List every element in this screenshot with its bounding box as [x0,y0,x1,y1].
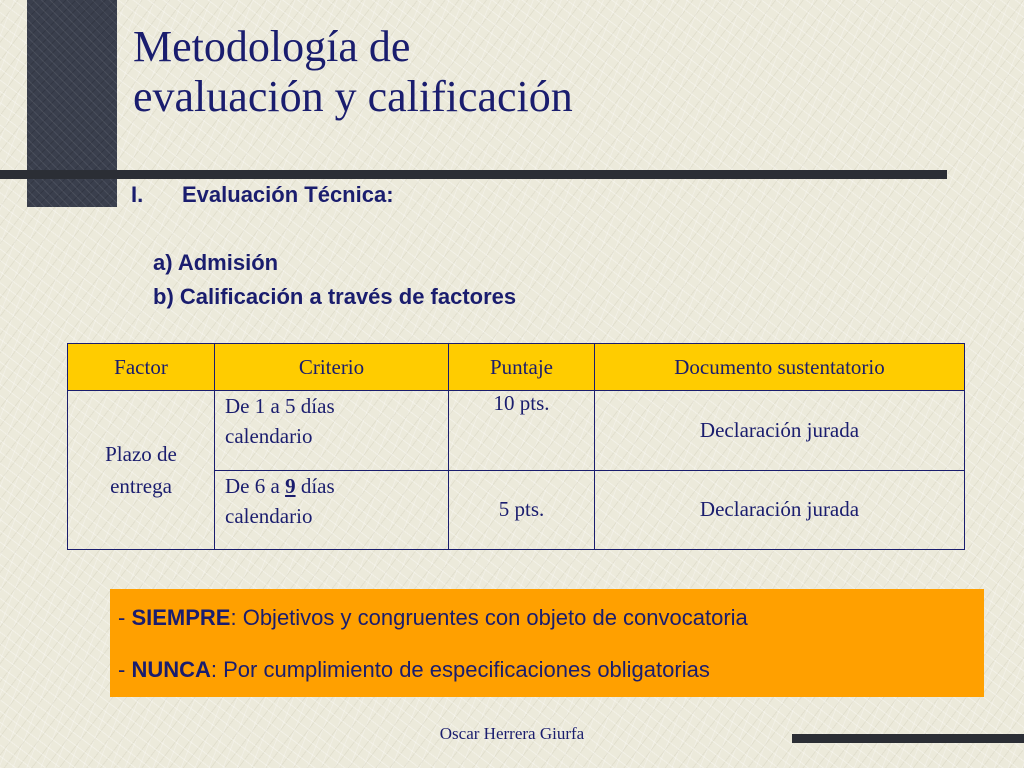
note-text: : Por cumplimiento de especificaciones obligatorias [210,657,710,682]
criterio-cell [215,391,449,471]
criterio-unit: calendario [225,424,313,448]
criterio-cell [215,470,449,550]
factors-table [67,343,965,550]
note-keyword: NUNCA [131,657,211,682]
footer-author: Oscar Herrera Giurfa [439,724,585,743]
criterio-text: De 1 a 5 días [225,394,335,418]
section-label: Evaluación Técnica: [182,182,394,207]
table-row [68,391,965,471]
criterio-highlight-number: 9 [285,473,296,498]
documento-cell: Declaración jurada [595,391,965,471]
title-divider-rule [0,170,947,179]
note-siempre [118,605,748,631]
criterio-unit: calendario [225,503,313,528]
documento-cell: Declaración jurada [595,470,965,550]
note-box [110,589,984,697]
puntaje-cell: 10 pts. [449,391,595,471]
slide-title-line-1: Metodología de [133,22,411,71]
criterio-text-end: días [295,473,335,498]
criterio-text: De 6 a [225,473,286,498]
header-documento: Documento sustentatorio [595,344,965,391]
section-heading [131,180,394,210]
header-criterio: Criterio [215,344,449,391]
note-nunca [118,657,710,683]
factor-cell: Plazo de entrega [68,391,215,550]
slide-title-line-2: evaluación y calificación [133,72,573,121]
header-puntaje: Puntaje [449,344,595,391]
note-dash: - [118,657,132,682]
table-header-row [68,344,965,391]
note-text: : Objetivos y congruentes con objeto de convocatoria [230,605,748,630]
subitem-calificacion: b) Calificación a través de factores [153,284,517,309]
header-factor: Factor [68,344,215,391]
note-dash: - [118,605,132,630]
slide-title [133,22,573,122]
section-number: I. [131,182,144,207]
subitem-admision: a) Admisión [153,250,279,275]
note-keyword: SIEMPRE [131,605,231,630]
puntaje-cell: 5 pts. [449,470,595,550]
